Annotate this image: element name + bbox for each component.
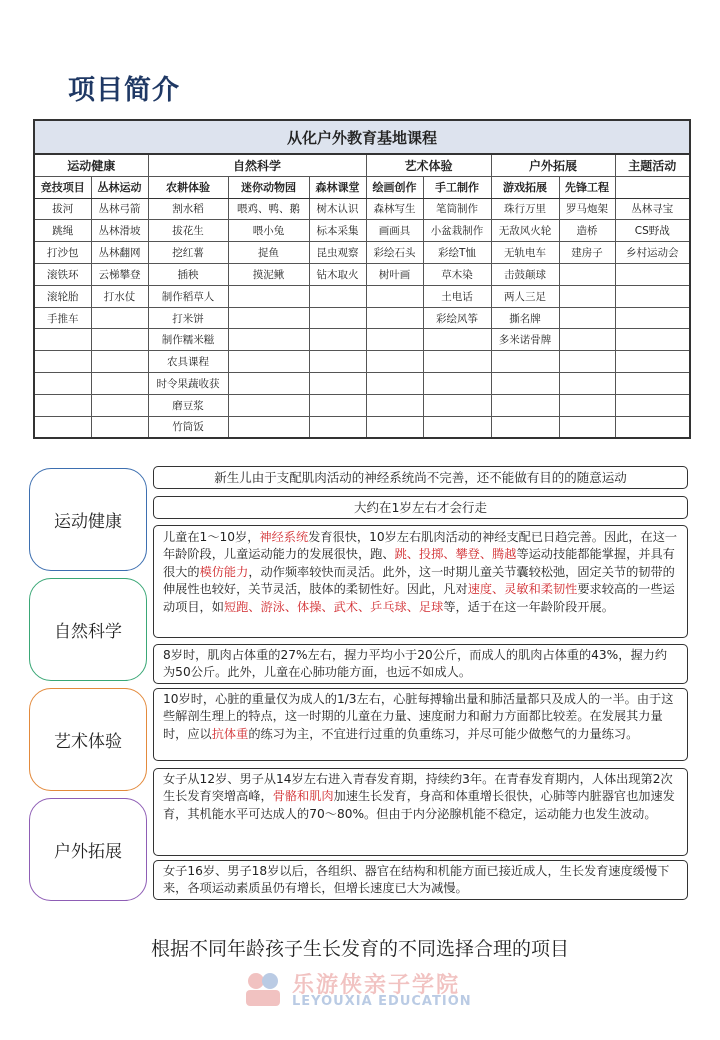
tab-sports-health[interactable]: 运动健康: [29, 468, 147, 571]
table-cell: 丛林寻宝: [615, 198, 690, 220]
table-cell: [34, 373, 91, 395]
watermark-logo: [242, 968, 492, 1014]
table-row: [34, 242, 690, 264]
table-cell: [309, 373, 366, 395]
text-box-age-1-10: [153, 525, 688, 638]
table-cell: [615, 329, 690, 351]
table-cell: [559, 416, 615, 438]
table-cell: 珠行万里: [491, 198, 559, 220]
table-cell: [559, 394, 615, 416]
table-cell: 割水稻: [148, 198, 228, 220]
table-cell: [491, 373, 559, 395]
table-row: [34, 329, 690, 351]
text-box-newborn: 新生儿由于支配肌肉活动的神经系统尚不完善，还不能做有目的的随意运动: [153, 466, 688, 489]
table-cell: 云梯攀登: [91, 263, 148, 285]
table-cell: [91, 416, 148, 438]
table-cell: 树叶画: [366, 263, 423, 285]
table-cell: 拔河: [34, 198, 91, 220]
table-cell: [34, 329, 91, 351]
text-span: 儿童在1～10岁，: [163, 530, 260, 544]
text-box-puberty: [153, 768, 688, 856]
table-cell: 捉鱼: [228, 242, 309, 264]
category-theme-activity: 主题活动: [615, 154, 690, 176]
subcategory-cell: 农耕体验: [148, 176, 228, 198]
table-row: [34, 285, 690, 307]
table-cell: [559, 373, 615, 395]
table-cell: [309, 394, 366, 416]
table-cell: [423, 394, 491, 416]
table-cell: [228, 285, 309, 307]
table-cell: [34, 394, 91, 416]
category-outdoor-expansion: 户外拓展: [491, 154, 615, 176]
table-cell: [559, 351, 615, 373]
table-cell: 滚铁环: [34, 263, 91, 285]
highlight-text: 速度、灵敏和柔韧性: [467, 582, 578, 597]
table-cell: [423, 373, 491, 395]
table-cell: [309, 307, 366, 329]
table-cell: 撕名牌: [491, 307, 559, 329]
table-row: [34, 373, 690, 395]
table-cell: [309, 416, 366, 438]
subcategory-cell: 绘画创作: [366, 176, 423, 198]
table-cell: [228, 307, 309, 329]
category-sports-health: 运动健康: [34, 154, 148, 176]
table-cell: 时令果蔬收获: [148, 373, 228, 395]
table-cell: 钻木取火: [309, 263, 366, 285]
table-cell: 两人三足: [491, 285, 559, 307]
table-row: [34, 394, 690, 416]
highlight-text: 神经系统: [259, 530, 309, 544]
table-cell: 手推车: [34, 307, 91, 329]
table-cell: [34, 351, 91, 373]
table-cell: 罗马炮架: [559, 198, 615, 220]
table-row: [34, 220, 690, 242]
table-cell: 摸泥鳅: [228, 263, 309, 285]
table-cell: 制作糯米糍: [148, 329, 228, 351]
table-cell: 跳绳: [34, 220, 91, 242]
text-box-age-10: [153, 688, 688, 761]
table-cell: 滚轮胎: [34, 285, 91, 307]
table-title: 从化户外教育基地课程: [34, 120, 690, 154]
table-cell: [559, 329, 615, 351]
watermark-cn: 乐游侠亲子学院: [292, 973, 461, 998]
subcategory-cell: 先锋工程: [559, 176, 615, 198]
table-cell: [366, 351, 423, 373]
table-cell: 丛林弓箭: [91, 198, 148, 220]
table-cell: [615, 351, 690, 373]
table-cell: [309, 351, 366, 373]
text-span: 的练习为主，不宜进行过重的负重练习，并尽可能少做憋气的力量练习。: [248, 726, 639, 741]
table-cell: 农具课程: [148, 351, 228, 373]
table-cell: [366, 373, 423, 395]
table-cell: 草木染: [423, 263, 491, 285]
table-cell: [559, 307, 615, 329]
tab-outdoor-expansion[interactable]: 户外拓展: [29, 798, 147, 901]
table-cell: [309, 285, 366, 307]
tab-natural-science[interactable]: 自然科学: [29, 578, 147, 681]
table-cell: [615, 263, 690, 285]
table-cell: 昆虫观察: [309, 242, 366, 264]
table-cell: 建房子: [559, 242, 615, 264]
table-cell: 击鼓颠球: [491, 263, 559, 285]
table-cell: 制作稻草人: [148, 285, 228, 307]
text-span: 加速生长发育，身高和体重增长很快，心肺等内脏器官也加速发育，其机能水平可达成人的70～80%。但由于内分泌腺机能不稳定，运动能力也发生波动。: [163, 789, 675, 821]
table-cell: [366, 307, 423, 329]
category-natural-science: 自然科学: [148, 154, 366, 176]
table-cell: 标本采集: [309, 220, 366, 242]
table-cell: 小盆栽制作: [423, 220, 491, 242]
subcategory-cell: 森林课堂: [309, 176, 366, 198]
table-cell: 拔花生: [148, 220, 228, 242]
highlight-text: 骨骼和肌肉: [272, 789, 334, 804]
subcategory-cell: [615, 176, 690, 198]
table-cell: 森林写生: [366, 198, 423, 220]
table-cell: 土电话: [423, 285, 491, 307]
table-cell: 无轨电车: [491, 242, 559, 264]
text-span: 等，适于在这一年龄阶段开展。: [443, 599, 614, 614]
table-cell: [309, 329, 366, 351]
bottom-caption: 根据不同年龄孩子生长发育的不同选择合理的项目: [150, 938, 569, 960]
text-span: 10岁时，心脏的重量仅为成人的1/3左右，心脏每搏输出量和肺活量都只及成人的一半。由于这些解剖生理上的特点，这一时期的儿童在力量、速度耐力和耐力方面都比较差。在发展其力量时，应以: [163, 692, 674, 741]
table-cell: 笔筒制作: [423, 198, 491, 220]
table-cell: [366, 394, 423, 416]
category-art-experience: 艺术体验: [366, 154, 491, 176]
text-box-after-16: 女子16岁、男子18岁以后，各组织、器官在结构和机能方面已接近成人，生长发育速度缓慢下来，各项运动素质虽仍有增长，但增长速度已大为减慢。: [153, 860, 688, 900]
text-box-age-8: 8岁时，肌肉占体重的27%左右，握力平均小于20公斤，而成人的肌肉占体重的43%，握力约为50公斤。此外，儿童在心肺功能方面，也远不如成人。: [153, 644, 688, 684]
table-row: [34, 198, 690, 220]
table-cell: 磨豆浆: [148, 394, 228, 416]
text-span: 要求较高的一些运动项目，如: [163, 582, 675, 614]
table-cell: [423, 329, 491, 351]
table-cell: [615, 416, 690, 438]
page-title: 项目简介: [68, 75, 180, 106]
table-cell: 彩绘T恤: [423, 242, 491, 264]
table-cell: 插秧: [148, 263, 228, 285]
table-row: [34, 307, 690, 329]
table-cell: [91, 373, 148, 395]
highlight-text: 抗体重: [211, 726, 249, 741]
watermark-en: LEYOUXIA EDUCATION: [292, 994, 472, 1009]
table-cell: [423, 416, 491, 438]
table-cell: 竹筒饭: [148, 416, 228, 438]
highlight-text: 短跑、游泳、体操、武术、乒乓球、足球: [223, 599, 444, 614]
text-span: 发育很快，10岁左右肌肉活动的神经支配已日趋完善。因此，在这一年龄阶段，儿童运动能力的发展很快，跑、: [163, 530, 678, 562]
table-cell: [91, 394, 148, 416]
table-cell: 打水仗: [91, 285, 148, 307]
table-cell: [228, 394, 309, 416]
table-cell: 多米诺骨牌: [491, 329, 559, 351]
table-cell: [91, 351, 148, 373]
table-cell: 挖红薯: [148, 242, 228, 264]
brand-logo-icon: [242, 970, 284, 1008]
subcategory-cell: 丛林运动: [91, 176, 148, 198]
table-cell: [228, 329, 309, 351]
course-table: [33, 119, 691, 439]
table-cell: 无敌风火轮: [491, 220, 559, 242]
table-cell: [34, 416, 91, 438]
table-cell: [615, 394, 690, 416]
table-cell: [228, 373, 309, 395]
table-cell: [228, 416, 309, 438]
table-cell: [491, 351, 559, 373]
tab-art-experience[interactable]: 艺术体验: [29, 688, 147, 791]
table-cell: 彩绘风筝: [423, 307, 491, 329]
table-cell: [366, 285, 423, 307]
text-span: 女子从12岁、男子从14岁左右进入青春发育期，持续约3年。在青春发育期内，人体出现第2次生长发育突增高峰，: [163, 772, 673, 804]
table-cell: 画画具: [366, 220, 423, 242]
table-cell: [366, 329, 423, 351]
table-row: [34, 263, 690, 285]
table-row: [34, 416, 690, 438]
table-cell: 打米饼: [148, 307, 228, 329]
text-span: 等运动技能都能掌握，并具有很大的: [163, 547, 675, 579]
text-box-walking: 大约在1岁左右才会行走: [153, 496, 688, 519]
table-cell: 乡村运动会: [615, 242, 690, 264]
table-cell: 喂鸡、鸭、鹅: [228, 198, 309, 220]
text-span: ，动作频率较快而灵活。此外，这一时期儿童关节囊较松弛，固定关节的韧带的伸展性也较好，关节灵活，肢体的柔韧性好。因此，凡对: [163, 564, 675, 597]
table-cell: 丛林翻网: [91, 242, 148, 264]
table-row: [34, 351, 690, 373]
table-cell: [423, 351, 491, 373]
table-cell: [491, 394, 559, 416]
table-cell: [228, 351, 309, 373]
table-cell: 喂小兔: [228, 220, 309, 242]
subcategory-cell: 迷你动物园: [228, 176, 309, 198]
table-cell: 树木认识: [309, 198, 366, 220]
subcategory-cell: 手工制作: [423, 176, 491, 198]
table-cell: [615, 373, 690, 395]
table-cell: [491, 416, 559, 438]
subcategory-cell: 竞技项目: [34, 176, 91, 198]
table-cell: 丛林滑坡: [91, 220, 148, 242]
table-cell: [559, 263, 615, 285]
table-cell: 彩绘石头: [366, 242, 423, 264]
highlight-text: 跳、投掷、攀登、腾越: [394, 547, 517, 562]
table-cell: [91, 329, 148, 351]
table-cell: [615, 285, 690, 307]
table-cell: CS野战: [615, 220, 690, 242]
table-cell: 造桥: [559, 220, 615, 242]
table-cell: 打沙包: [34, 242, 91, 264]
table-cell: [91, 307, 148, 329]
table-cell: [366, 416, 423, 438]
table-cell: [615, 307, 690, 329]
highlight-text: 模仿能力: [199, 564, 249, 579]
subcategory-cell: 游戏拓展: [491, 176, 559, 198]
table-cell: [559, 285, 615, 307]
